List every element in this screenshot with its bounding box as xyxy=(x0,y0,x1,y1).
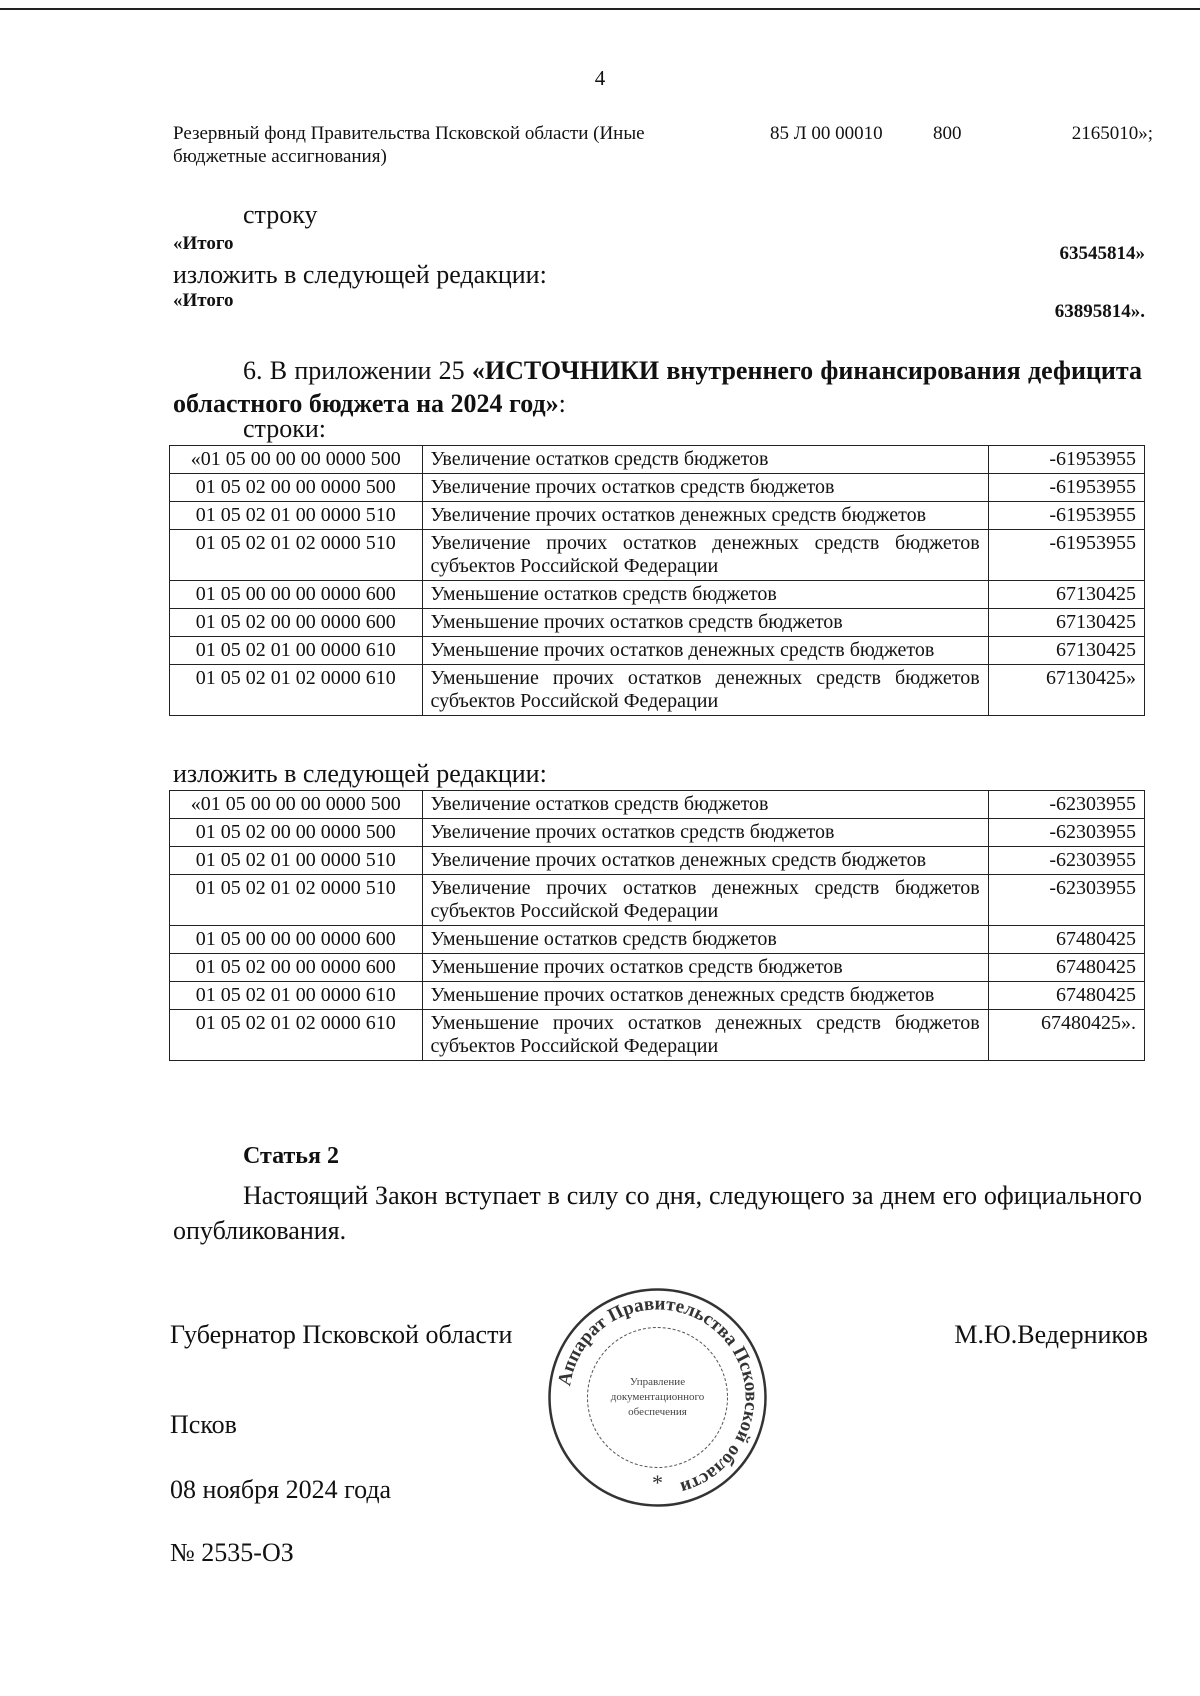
description-cell: Увеличение остатков средств бюджетов xyxy=(422,446,988,474)
official-seal xyxy=(545,1285,770,1510)
code-cell: 01 05 02 01 00 0000 510 xyxy=(170,847,423,875)
article-text: Настоящий Закон вступает в силу со дня, следующего за днем его официального опубликования. xyxy=(173,1181,1142,1245)
code-cell: 01 05 02 01 02 0000 610 xyxy=(170,665,423,716)
value-cell: -61953955 xyxy=(988,446,1144,474)
description-cell: Увеличение прочих остатков средств бюджетов xyxy=(422,819,988,847)
description-cell: Уменьшение прочих остатков денежных средств бюджетов xyxy=(422,982,988,1010)
seal-outer-text: Аппарат Правительства Псковской области xyxy=(554,1293,762,1499)
table-row xyxy=(170,926,1145,954)
code-cell: 01 05 02 00 00 0000 500 xyxy=(170,819,423,847)
table-row xyxy=(170,446,1145,474)
value-cell: 67480425». xyxy=(988,1010,1144,1061)
law-number: № 2535-ОЗ xyxy=(170,1538,294,1567)
code-cell: 01 05 02 00 00 0000 600 xyxy=(170,954,423,982)
table-row xyxy=(170,847,1145,875)
code-cell: 01 05 02 01 00 0000 610 xyxy=(170,637,423,665)
section-6-suffix: : xyxy=(558,389,566,418)
code-cell: 01 05 02 01 02 0000 610 xyxy=(170,1010,423,1061)
reserve-fund-kind: 800 xyxy=(933,123,962,144)
value-cell: -62303955 xyxy=(988,847,1144,875)
table-row xyxy=(170,819,1145,847)
description-cell: Уменьшение остатков средств бюджетов xyxy=(422,581,988,609)
value-cell: 67130425 xyxy=(988,637,1144,665)
description-cell: Увеличение прочих остатков денежных средств бюджетов xyxy=(422,502,988,530)
section-6-title: «ИСТОЧНИКИ внутреннего финансирования дефицита областного бюджета на 2024 год» xyxy=(173,356,1142,418)
code-cell: 01 05 02 01 00 0000 510 xyxy=(170,502,423,530)
table-row xyxy=(170,637,1145,665)
value-cell: -61953955 xyxy=(988,530,1144,581)
reserve-fund-sum: 2165010»; xyxy=(1071,123,1153,144)
table-row xyxy=(170,982,1145,1010)
description-cell: Увеличение прочих остатков денежных средств бюджетов субъектов Российской Федерации xyxy=(422,530,988,581)
city: Псков xyxy=(170,1410,237,1439)
sign-date: 08 ноября 2024 года xyxy=(170,1475,392,1504)
value-cell: 67480425 xyxy=(988,954,1144,982)
code-cell: 01 05 02 01 02 0000 510 xyxy=(170,875,423,926)
table-row xyxy=(170,474,1145,502)
value-cell: -62303955 xyxy=(988,819,1144,847)
description-cell: Увеличение прочих остатков средств бюджетов xyxy=(422,474,988,502)
value-cell: -61953955 xyxy=(988,474,1144,502)
change-text-2: изложить в следующей редакции: xyxy=(173,759,547,788)
code-cell: 01 05 02 00 00 0000 600 xyxy=(170,609,423,637)
article-heading: Статья 2 xyxy=(243,1143,339,1169)
table-row xyxy=(170,954,1145,982)
description-cell: Увеличение прочих остатков денежных средств бюджетов xyxy=(422,847,988,875)
table-row xyxy=(170,791,1145,819)
table-row xyxy=(170,665,1145,716)
description-cell: Увеличение остатков средств бюджетов xyxy=(422,791,988,819)
description-cell: Увеличение прочих остатков денежных средств бюджетов субъектов Российской Федерации xyxy=(422,875,988,926)
rows-label: строки: xyxy=(243,414,326,443)
page-number: 4 xyxy=(594,66,606,90)
table-row xyxy=(170,875,1145,926)
seal-line-2: документационного xyxy=(610,1391,705,1403)
table-row xyxy=(170,1010,1145,1061)
seal-star: * xyxy=(652,1470,663,1495)
table-old xyxy=(169,445,1145,716)
governor-position: Губернатор Псковской области xyxy=(170,1320,513,1349)
value-cell: -62303955 xyxy=(988,875,1144,926)
code-cell: «01 05 00 00 00 0000 500 xyxy=(170,446,423,474)
value-cell: -61953955 xyxy=(988,502,1144,530)
description-cell: Уменьшение прочих остатков средств бюджетов xyxy=(422,609,988,637)
code-cell: 01 05 02 01 00 0000 610 xyxy=(170,982,423,1010)
seal-line-1: Управление xyxy=(629,1376,686,1388)
itogo-new-label: «Итого xyxy=(173,290,234,311)
value-cell: 67130425 xyxy=(988,609,1144,637)
section-6-paragraph xyxy=(173,354,1142,420)
description-cell: Уменьшение прочих остатков денежных средств бюджетов субъектов Российской Федерации xyxy=(422,1010,988,1061)
table-row xyxy=(170,502,1145,530)
value-cell: -62303955 xyxy=(988,791,1144,819)
itogo-change-text: изложить в следующей редакции: xyxy=(173,260,547,289)
itogo-new-value: 63895814». xyxy=(1054,301,1145,322)
table-row xyxy=(170,609,1145,637)
value-cell: 67130425 xyxy=(988,581,1144,609)
reserve-fund-code: 85 Л 00 00010 xyxy=(770,123,883,144)
itogo-intro: строку xyxy=(243,200,318,229)
description-cell: Уменьшение прочих остатков денежных средств бюджетов субъектов Российской Федерации xyxy=(422,665,988,716)
seal-line-3: обеспечения xyxy=(628,1406,687,1418)
section-6-prefix: 6. В приложении 25 xyxy=(243,356,472,385)
article-text-block xyxy=(173,1178,1142,1248)
code-cell: «01 05 00 00 00 0000 500 xyxy=(170,791,423,819)
code-cell: 01 05 02 00 00 0000 500 xyxy=(170,474,423,502)
top-rule xyxy=(0,8,1200,10)
code-cell: 01 05 00 00 00 0000 600 xyxy=(170,581,423,609)
itogo-old-value: 63545814» xyxy=(1059,243,1145,264)
table-row xyxy=(170,581,1145,609)
itogo-old-label: «Итого xyxy=(173,233,234,254)
table-new xyxy=(169,790,1145,1061)
code-cell: 01 05 00 00 00 0000 600 xyxy=(170,926,423,954)
table-row xyxy=(170,530,1145,581)
value-cell: 67130425» xyxy=(988,665,1144,716)
value-cell: 67480425 xyxy=(988,982,1144,1010)
governor-name: М.Ю.Ведерников xyxy=(954,1320,1148,1349)
code-cell: 01 05 02 01 02 0000 510 xyxy=(170,530,423,581)
description-cell: Уменьшение прочих остатков средств бюджетов xyxy=(422,954,988,982)
description-cell: Уменьшение остатков средств бюджетов xyxy=(422,926,988,954)
reserve-fund-name: Резервный фонд Правительства Псковской области (Иные бюджетные ассигнования) xyxy=(173,123,645,167)
value-cell: 67480425 xyxy=(988,926,1144,954)
description-cell: Уменьшение прочих остатков денежных средств бюджетов xyxy=(422,637,988,665)
